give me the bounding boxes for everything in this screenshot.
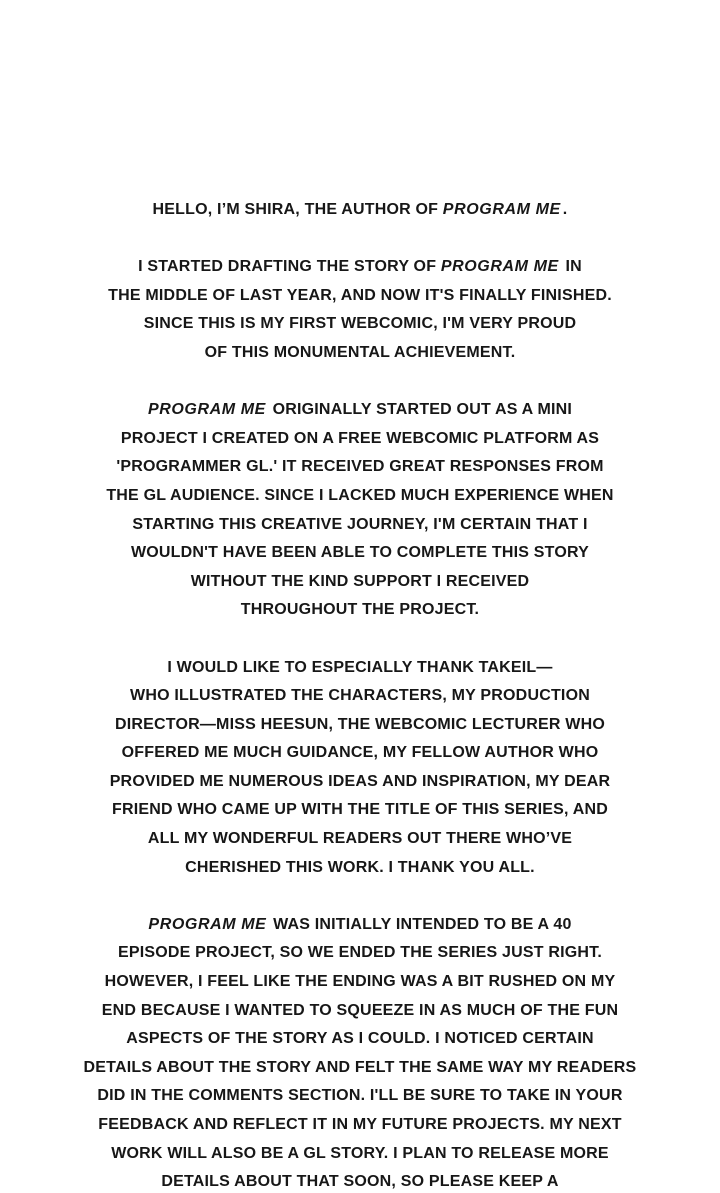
series-title-emphasis: PROGRAM ME: [442, 201, 561, 218]
text-line: [0, 282, 720, 311]
text-line: [0, 253, 720, 282]
text-segment: CHERISHED THIS WORK. I THANK YOU ALL.: [185, 858, 535, 876]
text-line: [0, 997, 720, 1026]
paragraph-4: [0, 654, 720, 883]
series-title-emphasis: PROGRAM ME: [147, 401, 266, 419]
text-segment: I WOULD LIKE TO ESPECIALLY THANK TAKEIL—: [167, 658, 553, 676]
series-title-emphasis: PROGRAM ME: [148, 915, 267, 933]
text-segment: ASPECTS OF THE STORY AS I COULD. I NOTICED CERTAIN: [126, 1030, 594, 1048]
text-segment: PROJECT I CREATED ON A FREE WEBCOMIC PLATFORM AS: [120, 429, 600, 447]
text-line: [0, 196, 720, 225]
text-segment: FEEDBACK AND REFLECT IT IN MY FUTURE PROJECTS. MY NEXT: [98, 1116, 622, 1133]
text-segment: THROUGHOUT THE PROJECT.: [240, 601, 480, 619]
text-segment: .: [562, 201, 568, 218]
text-segment: END BECAUSE I WANTED TO SQUEEZE IN AS MUCH OF THE FUN: [101, 1001, 619, 1019]
text-segment: PROVIDED ME NUMEROUS IDEAS AND INSPIRATION, MY DEAR: [109, 772, 611, 790]
text-line: [0, 568, 720, 597]
text-line: [0, 1025, 720, 1054]
text-line: [0, 739, 720, 768]
text-line: [0, 310, 720, 339]
text-line: [0, 1140, 720, 1169]
text-segment: I STARTED DRAFTING THE STORY OF: [138, 258, 441, 276]
text-segment: WORK WILL ALSO BE A GL STORY. I PLAN TO RELEASE MORE: [111, 1144, 609, 1162]
text-line: [0, 1054, 720, 1083]
text-line: [0, 539, 720, 568]
text-line: [0, 396, 720, 425]
text-segment: STARTING THIS CREATIVE JOURNEY, I'M CERTAIN THAT I: [132, 515, 588, 533]
text-line: [0, 596, 720, 625]
text-line: [0, 654, 720, 683]
text-segment: ORIGINALLY STARTED OUT AS A MINI: [267, 401, 573, 419]
text-line: [0, 453, 720, 482]
text-line: [0, 825, 720, 854]
text-segment: THE MIDDLE OF LAST YEAR, AND NOW IT'S FINALLY FINISHED.: [108, 286, 612, 304]
text-segment: DETAILS ABOUT THAT SOON, SO PLEASE KEEP A: [161, 1173, 559, 1191]
text-segment: THE GL AUDIENCE. SINCE I LACKED MUCH EXPERIENCE WHEN: [106, 486, 614, 504]
text-segment: DETAILS ABOUT THE STORY AND FELT THE SAME WAY MY READERS: [83, 1058, 637, 1076]
text-line: [0, 854, 720, 883]
text-line: [0, 482, 720, 511]
text-line: [0, 796, 720, 825]
series-title-emphasis: PROGRAM ME: [440, 258, 559, 276]
text-segment: DID IN THE COMMENTS SECTION. I'LL BE SURE TO TAKE IN YOUR: [97, 1087, 623, 1105]
text-segment: IN: [560, 258, 582, 276]
text-segment: HELLO, I’M SHIRA, THE AUTHOR OF: [152, 201, 443, 218]
text-line: [0, 939, 720, 968]
text-line: [0, 911, 720, 940]
text-line: [0, 682, 720, 711]
text-segment: EPISODE PROJECT, SO WE ENDED THE SERIES JUST RIGHT.: [117, 944, 603, 962]
text-line: [0, 968, 720, 997]
text-segment: WOULDN'T HAVE BEEN ABLE TO COMPLETE THIS STORY: [130, 544, 590, 562]
paragraph-5: [0, 911, 720, 1193]
text-line: [0, 711, 720, 740]
text-line: [0, 339, 720, 368]
text-segment: HOWEVER, I FEEL LIKE THE ENDING WAS A BIT RUSHED ON MY: [104, 973, 616, 991]
text-segment: WITHOUT THE KIND SUPPORT I RECEIVED: [190, 572, 530, 590]
text-segment: OFFERED ME MUCH GUIDANCE, MY FELLOW AUTHOR WHO: [121, 744, 599, 762]
text-line: [0, 511, 720, 540]
text-segment: SINCE THIS IS MY FIRST WEBCOMIC, I'M VERY PROUD: [143, 315, 577, 333]
text-segment: ALL MY WONDERFUL READERS OUT THERE WHO’VE: [147, 830, 573, 848]
text-segment: WAS INITIALLY INTENDED TO BE A 40: [268, 915, 572, 933]
paragraph-3: [0, 396, 720, 625]
text-segment: OF THIS MONUMENTAL ACHIEVEMENT.: [204, 343, 516, 361]
text-line: [0, 425, 720, 454]
text-line: [0, 1168, 720, 1193]
text-line: [0, 1082, 720, 1111]
text-line: [0, 1111, 720, 1140]
text-segment: FRIEND WHO CAME UP WITH THE TITLE OF THIS SERIES, AND: [112, 801, 608, 819]
text-line: [0, 768, 720, 797]
text-segment: 'PROGRAMMER GL.' IT RECEIVED GREAT RESPONSES FROM: [116, 458, 604, 476]
paragraph-1: [0, 196, 720, 225]
text-segment: WHO ILLUSTRATED THE CHARACTERS, MY PRODUCTION: [130, 687, 590, 705]
paragraph-2: [0, 253, 720, 367]
text-segment: DIRECTOR—MISS HEESUN, THE WEBCOMIC LECTURER WHO: [114, 715, 605, 733]
